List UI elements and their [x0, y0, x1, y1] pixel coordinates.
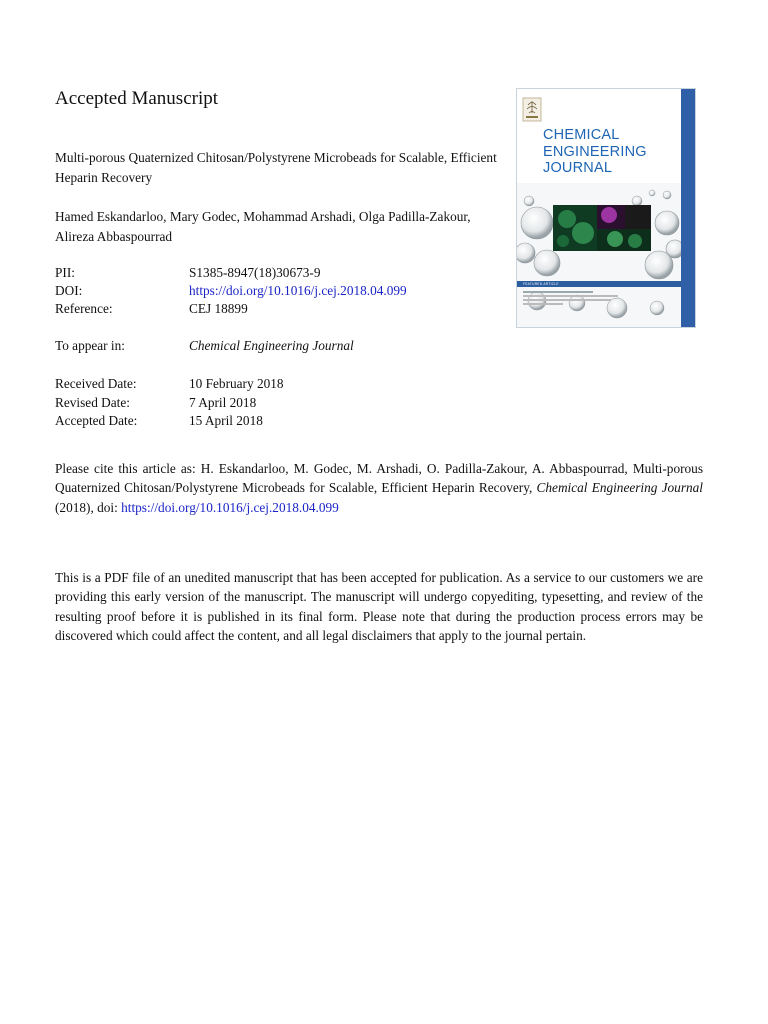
revised-date: 7 April 2018 [189, 395, 257, 410]
reference-label: Reference: [55, 301, 113, 316]
elsevier-logo-icon [522, 97, 542, 122]
accepted-date: 15 April 2018 [189, 413, 263, 428]
cover-fine-print [523, 289, 623, 307]
pii-label: PII: [55, 265, 75, 280]
citation-suffix: (2018), doi: [55, 499, 122, 515]
disclaimer-paragraph: This is a PDF file of an unedited manuscript that has been accepted for publication. As a service to our customers we are providing this early version of the manuscript. The manuscript will undergo copyediting, typesetting, and review of the resulting proof before it is published in its final form. Please note that during the production process errors may be discovered which could affect the content, and all legal disclaimers that apply to the journal pertain. [55, 570, 703, 643]
cover-journal-title [543, 127, 647, 177]
doi-link[interactable]: https://doi.org/10.1016/j.cej.2018.04.099 [189, 283, 407, 298]
cover-title-line: JOURNAL [543, 160, 613, 176]
cover-featured-label: FEATURED ARTICLE [523, 282, 559, 286]
citation-doi-link[interactable]: https://doi.org/10.1016/j.cej.2018.04.099 [121, 499, 339, 515]
appear-journal: Chemical Engineering Journal [189, 338, 354, 353]
cover-text-line [523, 295, 618, 297]
reference-value: CEJ 18899 [189, 301, 248, 316]
citation-journal: Chemical Engineering Journal [536, 480, 703, 496]
citation-prefix: Please cite this article as: H. Eskandarloo, M. Godec, M. Arshadi, O. Padilla-Zakour, A. Abbaspourrad, Multi-porous Quaternized Chitosan/Polystyrene Microbeads for Scalable, Efficient Heparin Recovery, [55, 461, 703, 496]
journal-cover-image [517, 89, 695, 327]
accepted-label: Accepted Date: [55, 413, 138, 428]
appear-label: To appear in: [55, 338, 125, 353]
page-heading: Accepted Manuscript [55, 88, 219, 109]
cover-text-line [523, 303, 563, 305]
cover-side-strip [681, 89, 695, 327]
received-date: 10 February 2018 [189, 376, 284, 391]
article-title: Multi-porous Quaternized Chitosan/Polystyrene Microbeads for Scalable, Efficient Heparin Recovery [55, 150, 497, 185]
doi-label: DOI: [55, 283, 83, 298]
citation-paragraph [55, 459, 703, 517]
cover-text-line [523, 299, 611, 301]
cover-text-line [523, 291, 593, 293]
cover-title-line: CHEMICAL [543, 127, 620, 143]
article-authors: Hamed Eskandarloo, Mary Godec, Mohammad Arshadi, Olga Padilla-Zakour, Alireza Abbaspourrad [55, 209, 471, 244]
pii-value: S1385-8947(18)30673-9 [189, 265, 321, 280]
cover-title-line: ENGINEERING [543, 143, 647, 160]
received-label: Received Date: [55, 376, 137, 391]
revised-label: Revised Date: [55, 395, 130, 410]
